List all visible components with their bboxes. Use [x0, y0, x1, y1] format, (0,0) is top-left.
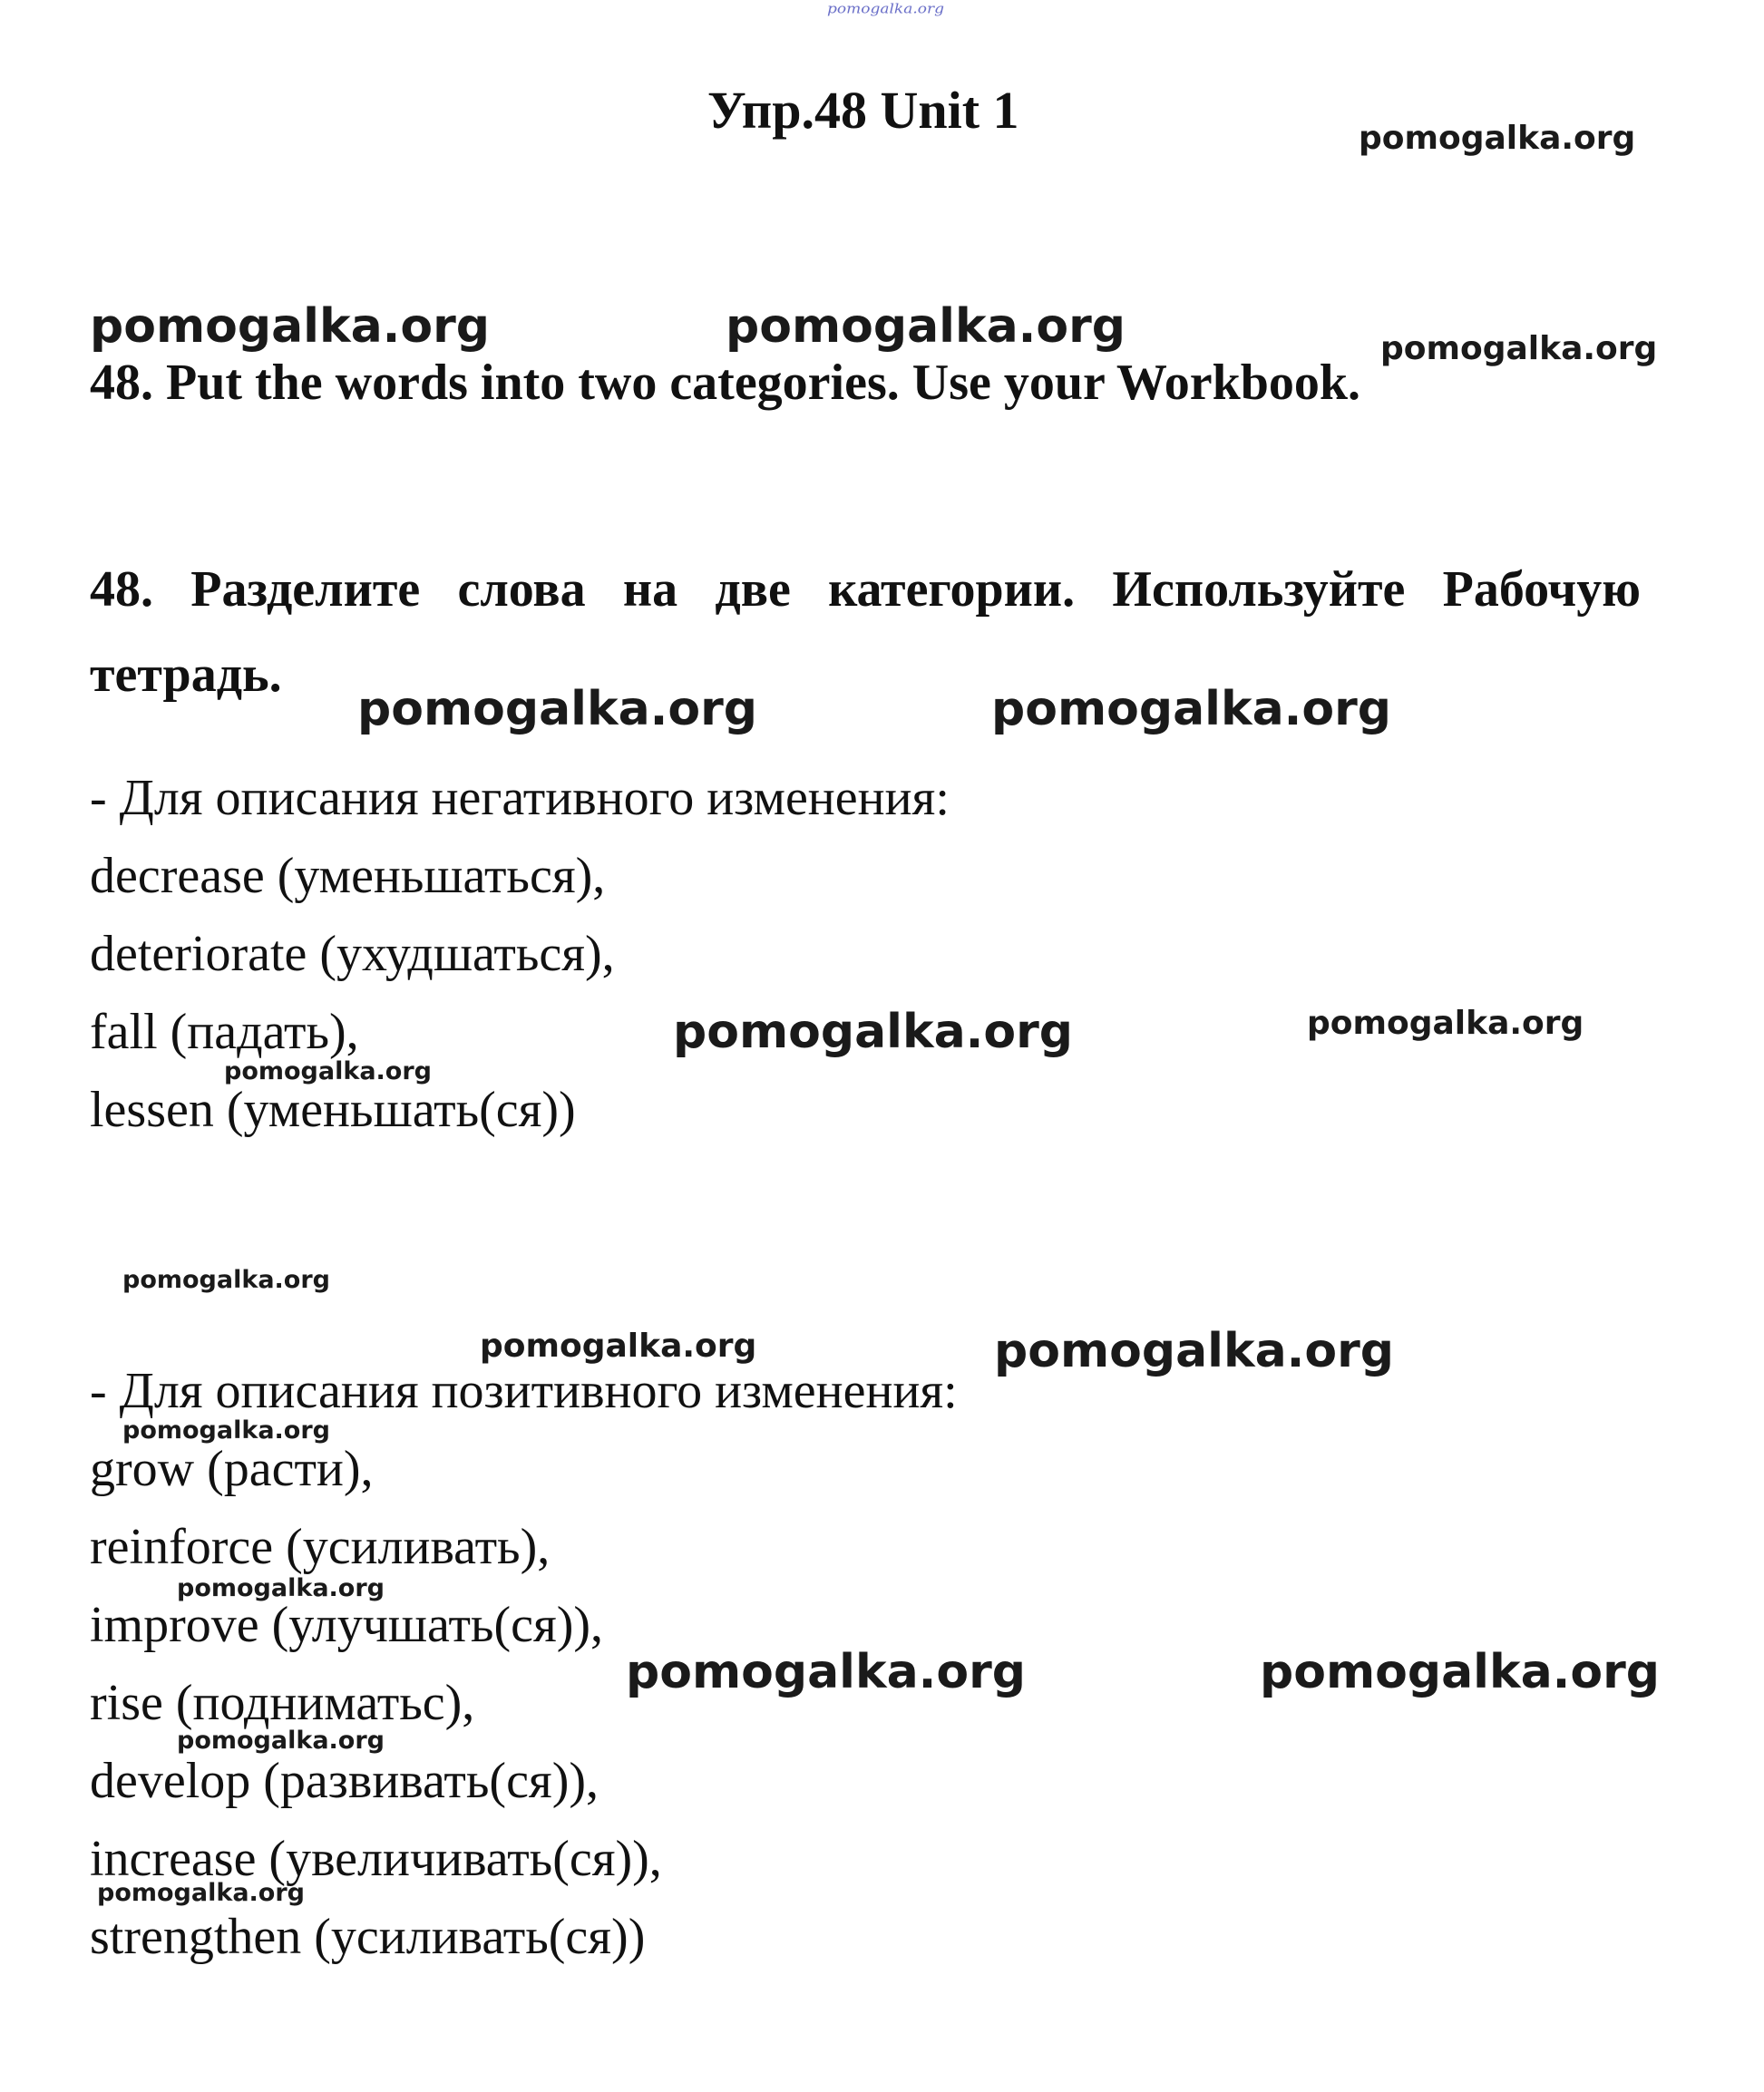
watermark: pomogalka.org — [1307, 1005, 1584, 1042]
watermark: pomogalka.org — [122, 1416, 330, 1445]
watermark: pomogalka.org — [177, 1574, 385, 1602]
list-item: increase (увеличивать(ся)), — [90, 1831, 662, 1887]
watermark: pomogalka.org — [97, 1879, 305, 1907]
list-item: rise (подниматьс), — [90, 1675, 475, 1731]
list-item: lessen (уменьшать(ся)) — [90, 1082, 576, 1138]
watermark: pomogalka.org — [357, 682, 758, 736]
list-item: fall (падать), — [90, 1004, 359, 1060]
page-title: Упр.48 Unit 1 — [707, 81, 1019, 140]
watermark: pomogalka.org — [90, 299, 491, 354]
list-item: decrease (уменьшаться), — [90, 848, 606, 904]
instruction-english: 48. Put the words into two categories. Use your Workbook. — [90, 355, 1361, 411]
list-item: deteriorate (ухудшаться), — [90, 926, 615, 982]
watermark: pomogalka.org — [994, 1324, 1395, 1378]
watermark: pomogalka.org — [1380, 330, 1658, 367]
watermark: pomogalka.org — [626, 1645, 1027, 1699]
watermark: pomogalka.org — [177, 1727, 385, 1755]
list-item: improve (улучшать(ся)), — [90, 1597, 604, 1653]
watermark: pomogalka.org — [726, 299, 1126, 354]
top-watermark: pomogalka.org — [827, 1, 945, 17]
list-item: develop (развивать(ся)), — [90, 1753, 599, 1809]
watermark: pomogalka.org — [991, 682, 1392, 736]
instruction-russian: 48. Разделите слова на две категории. Используйте Рабочую тетрадь. — [90, 561, 1641, 703]
list-item: grow (расти), — [90, 1441, 374, 1497]
watermark: pomogalka.org — [673, 1005, 1074, 1059]
list-item: reinforce (усиливать), — [90, 1519, 551, 1575]
category-positive-title: - Для описания позитивного изменения: — [90, 1363, 958, 1419]
list-item: strengthen (усиливать(ся)) — [90, 1909, 646, 1965]
watermark: pomogalka.org — [1359, 120, 1636, 157]
watermark: pomogalka.org — [480, 1328, 757, 1365]
category-negative-title: - Для описания негативного изменения: — [90, 770, 950, 826]
watermark: pomogalka.org — [224, 1057, 432, 1085]
watermark: pomogalka.org — [1260, 1645, 1661, 1699]
watermark: pomogalka.org — [122, 1266, 330, 1294]
